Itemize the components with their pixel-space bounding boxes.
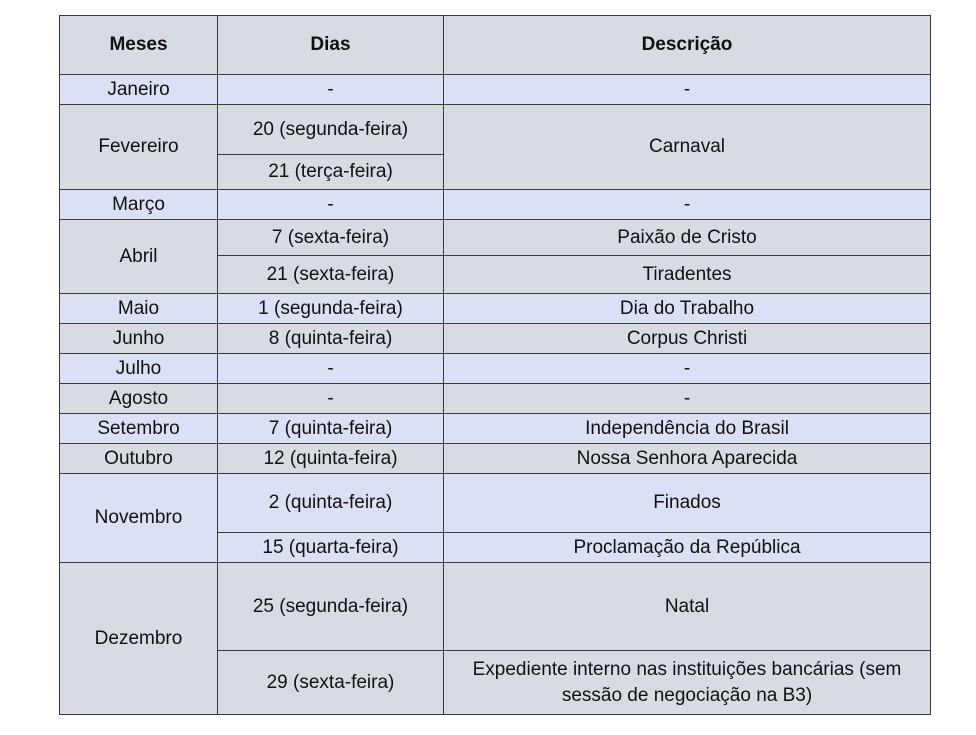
day-cell: 12 (quinta-feira) (218, 444, 444, 474)
month-cell: Junho (60, 324, 218, 354)
description-cell: Expediente interno nas instituições bancárias (sem sessão de negociação na B3) (444, 651, 931, 715)
table-row (60, 324, 931, 354)
month-cell: Agosto (60, 384, 218, 414)
table-row (60, 294, 931, 324)
description-cell: Carnaval (444, 105, 931, 190)
day-cell: 29 (sexta-feira) (218, 651, 444, 715)
table-row (60, 354, 931, 384)
table-row (60, 220, 931, 256)
description-cell: Finados (444, 474, 931, 533)
day-cell: 7 (sexta-feira) (218, 220, 444, 256)
day-cell: 1 (segunda-feira) (218, 294, 444, 324)
day-cell: - (218, 384, 444, 414)
description-cell: - (444, 384, 931, 414)
month-cell: Abril (60, 220, 218, 294)
description-cell: - (444, 75, 931, 105)
month-cell: Março (60, 190, 218, 220)
month-cell: Fevereiro (60, 105, 218, 190)
description-cell: Dia do Trabalho (444, 294, 931, 324)
holiday-table (59, 15, 931, 715)
day-cell: 7 (quinta-feira) (218, 414, 444, 444)
table-row (60, 474, 931, 533)
description-cell: Tiradentes (444, 256, 931, 294)
day-cell: - (218, 75, 444, 105)
table-row (60, 190, 931, 220)
day-cell: 21 (sexta-feira) (218, 256, 444, 294)
header-dias: Dias (218, 16, 444, 75)
day-cell: 21 (terça-feira) (218, 155, 444, 190)
month-cell: Outubro (60, 444, 218, 474)
day-cell: 25 (segunda-feira) (218, 563, 444, 651)
month-cell: Julho (60, 354, 218, 384)
header-meses: Meses (60, 16, 218, 75)
description-cell: Corpus Christi (444, 324, 931, 354)
description-cell: - (444, 354, 931, 384)
day-cell: 2 (quinta-feira) (218, 474, 444, 533)
day-cell: 8 (quinta-feira) (218, 324, 444, 354)
description-cell: Proclamação da República (444, 533, 931, 563)
table-row (60, 384, 931, 414)
table-row (60, 75, 931, 105)
month-cell: Dezembro (60, 563, 218, 715)
day-cell: - (218, 190, 444, 220)
table-row (60, 444, 931, 474)
month-cell: Setembro (60, 414, 218, 444)
description-cell: - (444, 190, 931, 220)
table-row (60, 563, 931, 651)
day-cell: 20 (segunda-feira) (218, 105, 444, 155)
month-cell: Maio (60, 294, 218, 324)
description-cell: Natal (444, 563, 931, 651)
month-cell: Janeiro (60, 75, 218, 105)
description-cell: Independência do Brasil (444, 414, 931, 444)
description-cell: Nossa Senhora Aparecida (444, 444, 931, 474)
header-descricao: Descrição (444, 16, 931, 75)
table-row (60, 414, 931, 444)
header-row (60, 16, 931, 75)
day-cell: - (218, 354, 444, 384)
day-cell: 15 (quarta-feira) (218, 533, 444, 563)
month-cell: Novembro (60, 474, 218, 563)
table-row (60, 105, 931, 155)
description-cell: Paixão de Cristo (444, 220, 931, 256)
